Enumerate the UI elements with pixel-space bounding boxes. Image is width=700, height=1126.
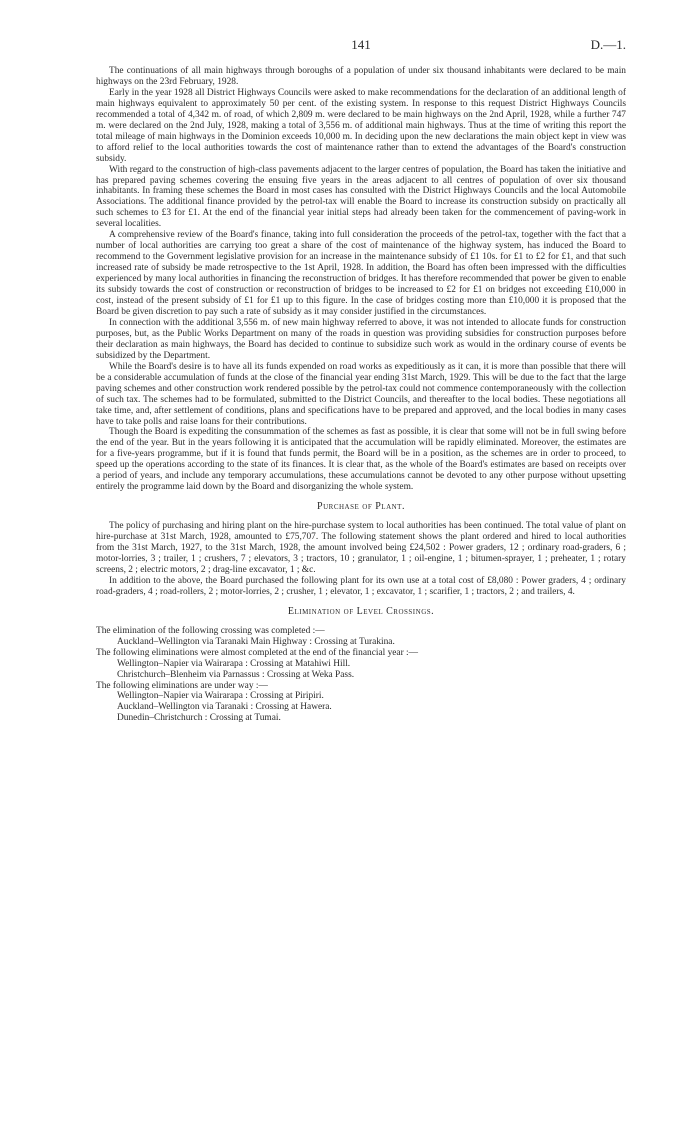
- paragraph: The continuations of all main highways through boroughs of a population of under six thousand inhabitants were declared to be main highways on the 23rd February, 1928.: [96, 66, 626, 87]
- list-item: Dunedin–Christchurch : Crossing at Tumai.: [117, 713, 281, 724]
- list-item: Wellington–Napier via Wairarapa : Crossing at Piripiri.: [117, 691, 324, 702]
- crossings-list: [96, 626, 626, 725]
- list-item: Auckland–Wellington via Taranaki Main Highway : Crossing at Turakina.: [117, 636, 395, 647]
- page-header: [96, 37, 626, 66]
- paragraph: The policy of purchasing and hiring plant on the hire-purchase system to local authorities has been continued. The total value of plant on hire-purchase at 31st March, 1928, amounted to £75,707. The following statement shows the plant ordered and hired to local authorities from the 31st March, 1927, to the 31st March, 1928, the amount involved being £24,502 : Power graders, 12 ; ordinary road-graders, 6 ; motor-lorries, 3 ; trailer, 1 ; crushers, 7 ; elevators, 3 ; tractors, 10 ; granulator, 1 ; oil-engine, 1 ; bitumen-sprayer, 1 ; preheater, 1 ; rotary screens, 2 ; electric motors, 2 ; drag-line excavator, 1 ; &c.: [96, 521, 626, 575]
- paragraph: In connection with the additional 3,556 m. of new main highway referred to above, it was not intended to allocate funds for construction purposes, but, as the Public Works Department on many of the roads in question was providing subsidies for construction purposes before their declaration as main highways, the Board has decided to continue to subsidize such work as would in the ordinary course of events be subsidized by the Department.: [96, 317, 626, 361]
- list-item: Wellington–Napier via Wairarapa : Crossing at Matahiwi Hill.: [117, 658, 351, 669]
- paragraph: Though the Board is expediting the consummation of the schemes as fast as possible, it is clear that some will not be in full swing before the end of the year. But in the years following it is anticipated that the accumulation will be rapidly eliminated. Moreover, the estimates are for a five-years programme, but if it is found that funds permit, the Board will be in a position, as the schemes are in order to proceed, to speed up the operations according to the state of its finances. It is clear that, as the whole of the Board's estimates are based on receipts over a period of years, and include any temporary accumulations, these accumulations cannot be devoted to any other purpose without upsetting entirely the programme laid down by the Board and disorganizing the whole system.: [96, 427, 626, 493]
- paragraph: With regard to the construction of high-class pavements adjacent to the larger centres of population, the Board has taken the initiative and has prepared paving schemes covering the ensuing five years in the areas adjacent to all centres of population of over six thousand inhabitants. In framing these schemes the Board in most cases has consulted with the District Highways Councils and the local Automobile Associations. The additional finance provided by the petrol-tax will enable the Board to increase its construction subsidy on practically all such schemes to £3 for £1. At the end of the financial year initial steps had already been taken for the commencement of paving-work in several localities.: [96, 164, 626, 230]
- paragraph: A comprehensive review of the Board's finance, taking into full consideration the proceeds of the petrol-tax, together with the fact that a number of local authorities are carrying too great a share of the cost of maintenance of the highway system, has induced the Board to recommend to the Government legislative provision for an increase in the maintenance subsidy of £1 10s. for £1 to £2 for £1, and that such increased rate of subsidy be made retrospective to the 1st April, 1928. In addition, the Board has often been impressed with the difficulties experienced by many local authorities in financing the reconstruction of bridges. It has therefore recommended that power be given to enable its subsidy towards the cost of construction or reconstruction of bridges to be increased to £2 for £1 on bridges not exceeding £10,000 in cost, instead of the present subsidy of £1 for £1 up to this figure. In the case of bridges costing more than £10,000 it is proposed that the Board be given discretion to pay such a rate of subsidy as it may consider justified in the circumstances.: [96, 230, 626, 317]
- section-heading-purchase-of-plant: Purchase of Plant.: [317, 501, 405, 513]
- list-intro: The following eliminations are under way :—: [96, 680, 268, 691]
- list-item: Christchurch–Blenheim via Parnassus : Crossing at Weka Pass.: [117, 669, 355, 680]
- paragraph: In addition to the above, the Board purchased the following plant for its own use at a total cost of £8,080 : Power graders, 4 ; ordinary road-graders, 4 ; road-rollers, 2 ; motor-lorries, 2 ; crusher, 1 ; elevator, 1 ; excavator, 1 ; scarifier, 1 ; tractors, 2 ; and trailers, 4.: [96, 575, 626, 597]
- document-page: [96, 37, 626, 724]
- list-intro: The following eliminations were almost completed at the end of the financial year :—: [96, 647, 419, 658]
- list-intro: The elimination of the following crossing was completed :—: [96, 625, 325, 636]
- paragraph: While the Board's desire is to have all its funds expended on road works as expeditiously as it can, it is more than possible that there will be a considerable accumulation of funds at the close of the financial year ending 31st March, 1929. This will be due to the fact that the large paving schemes and other construction work rendered possible by the petrol-tax could not commence contemporaneously with the collection of such tax. The schemes had to be formulated, submitted to the District Councils, and thereafter to the local bodies. These negotiations all take time, and, after settlement of conditions, plans and specifications have to be prepared and approved, and the local bodies in many cases have to take polls and raise loans for their contributions.: [96, 361, 626, 427]
- document-series: D.—1.: [590, 37, 626, 52]
- section-heading-level-crossings: Elimination of Level Crossings.: [287, 605, 435, 617]
- paragraph: Early in the year 1928 all District Highways Councils were asked to make recommendations for the declaration of an additional length of main highways equivalent to approximately 50 per cent. of the existing system. In response to this request District Highways Councils recommended a total of 4,342 m. of road, of which 2,809 m. were declared to be main highways on the 2nd April, 1928, while a further 747 m. were declared on the 2nd July, 1928, making a total of 3,556 m. of additional main highways. Thus at the time of writing this report the total mileage of main highways in the Dominion exceeds 10,000 m. In deciding upon the new declarations the main object kept in view was to afford relief to the local authorities towards the cost of maintenance rather than to extend the advantages of the Board's construction subsidy.: [96, 87, 626, 164]
- page-number: 141: [351, 37, 371, 52]
- list-item: Auckland–Wellington via Taranaki : Crossing at Hawera.: [117, 702, 332, 713]
